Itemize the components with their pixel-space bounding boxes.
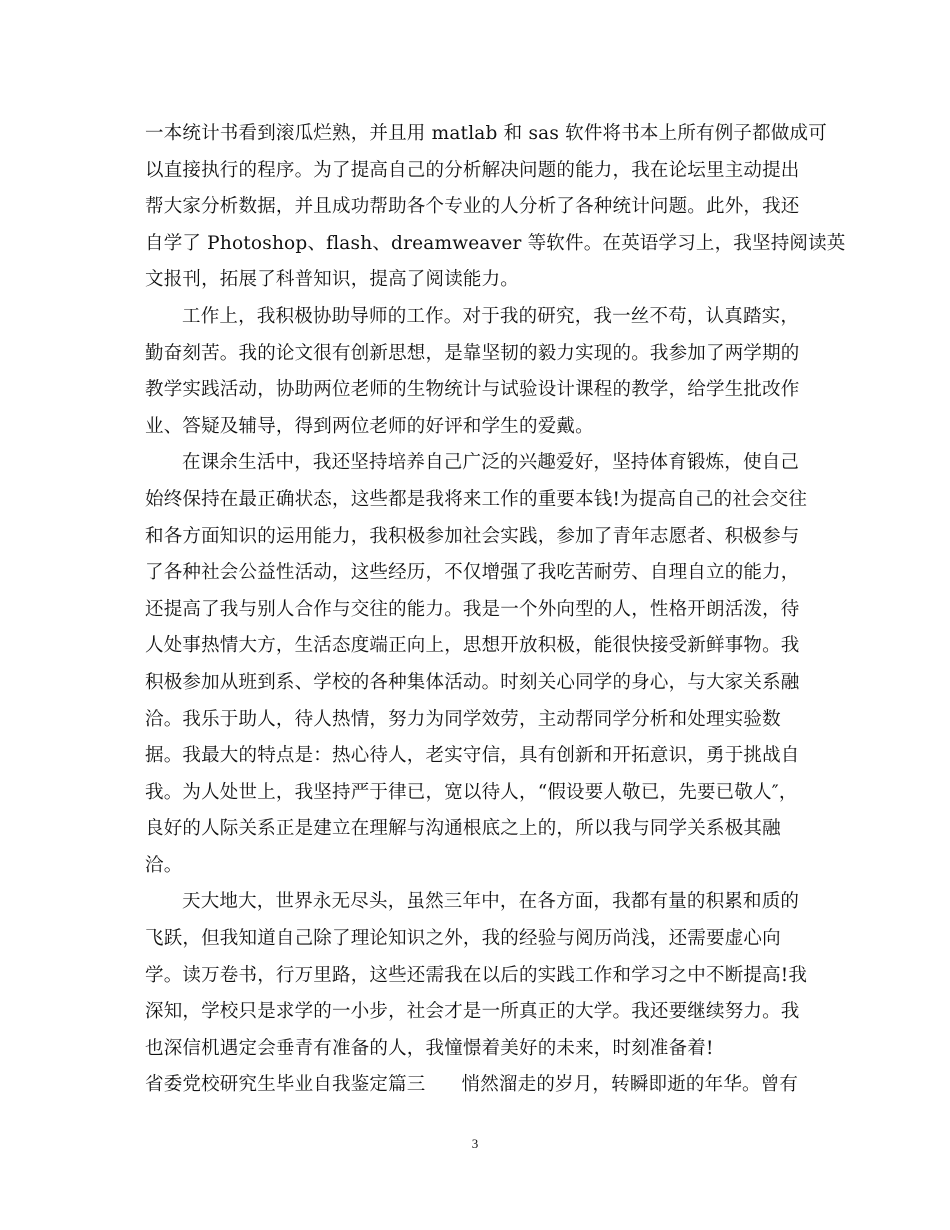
text-line: 飞跃，但我知道自己除了理论知识之外，我的经验与阅历尚浅，还需要虚心向 xyxy=(145,928,781,950)
text-line: 一本统计书看到滚瓜烂熟，并且用 matlab 和 sas 软件将书本上所有例子都做成可 xyxy=(145,123,827,144)
text-line: 帮大家分析数据，并且成功帮助各个专业的人分析了各种统计问题。此外，我还 xyxy=(145,196,800,218)
text-line: 文报刊，拓展了科普知识，提高了阅读能力。 xyxy=(145,269,520,291)
text-line: 人处事热情大方，生活态度端正向上，思想开放积极，能很快接受新鲜事物。我 xyxy=(145,635,800,657)
text-line: 教学实践活动，协助两位老师的生物统计与试验设计课程的教学，给学生批改作 xyxy=(145,379,800,401)
text-line: 勤奋刻苦。我的论文很有创新思想，是靠坚韧的毅力实现的。我参加了两学期的 xyxy=(145,342,800,364)
section-opening-text: 悄然溜走的岁月，转瞬即逝的年华。曾有 xyxy=(461,1074,799,1096)
text-line: 还提高了我与别人合作与交往的能力。我是一个外向型的人，性格开朗活泼，待 xyxy=(145,598,800,620)
paragraph-start-line: 在课余生活中，我还坚持培养自己广泛的兴趣爱好，坚持体育锻炼，使自己 xyxy=(182,452,800,474)
text-line: 也深信机遇定会垂青有准备的人，我憧憬着美好的未来，时刻准备着! xyxy=(145,1037,714,1059)
text-line: 业、答疑及辅导，得到两位老师的好评和学生的爱戴。 xyxy=(145,415,594,437)
page-number: 3 xyxy=(471,1136,479,1151)
text-line: 洽。我乐于助人，待人热情，努力为同学效劳，主动帮同学分析和处理实验数 xyxy=(145,708,781,730)
text-line: 以直接执行的程序。为了提高自己的分析解决问题的能力，我在论坛里主动提出 xyxy=(145,159,800,181)
text-line: 我。为人处世上，我坚持严于律已，宽以待人，“假设要人敬已，先要已敬人″， xyxy=(145,781,798,803)
section-heading-line xyxy=(145,1067,805,1104)
text-line: 了各种社会公益性活动，这些经历，不仅增强了我吃苦耐劳、自理自立的能力， xyxy=(145,562,800,584)
text-line: 据。我最大的特点是：热心待人，老实守信，具有创新和开拓意识，勇于挑战自 xyxy=(145,745,800,767)
paragraph-start-line: 天大地大，世界永无尽头，虽然三年中，在各方面，我都有量的积累和质的 xyxy=(182,891,800,913)
text-line: 深知，学校只是求学的一小步，社会才是一所真正的大学。我还要继续努力。我 xyxy=(145,1001,800,1023)
text-line: 始终保持在最正确状态，这些都是我将来工作的重要本钱!为提高自己的社会交往 xyxy=(145,488,808,510)
paragraph-start-line: 工作上，我积极协助导师的工作。对于我的研究，我一丝不苟，认真踏实， xyxy=(182,305,800,327)
section-heading: 省委党校研究生毕业自我鉴定篇三 xyxy=(145,1074,426,1096)
text-line: 洽。 xyxy=(145,854,183,876)
text-line: 学。读万卷书，行万里路，这些还需我在以后的实践工作和学习之中不断提高!我 xyxy=(145,964,808,986)
text-line: 良好的人际关系正是建立在理解与沟通根底之上的，所以我与同学关系极其融 xyxy=(145,818,781,840)
text-line: 积极参加从班到系、学校的各种集体活动。时刻关心同学的身心，与大家关系融 xyxy=(145,671,800,693)
text-line: 自学了 Photoshop、flash、dreamweaver 等软件。在英语学习上，我坚持阅读英 xyxy=(145,232,846,254)
text-line: 和各方面知识的运用能力，我积极参加社会实践，参加了青年志愿者、积极参与 xyxy=(145,525,800,547)
document-body xyxy=(145,116,846,1104)
